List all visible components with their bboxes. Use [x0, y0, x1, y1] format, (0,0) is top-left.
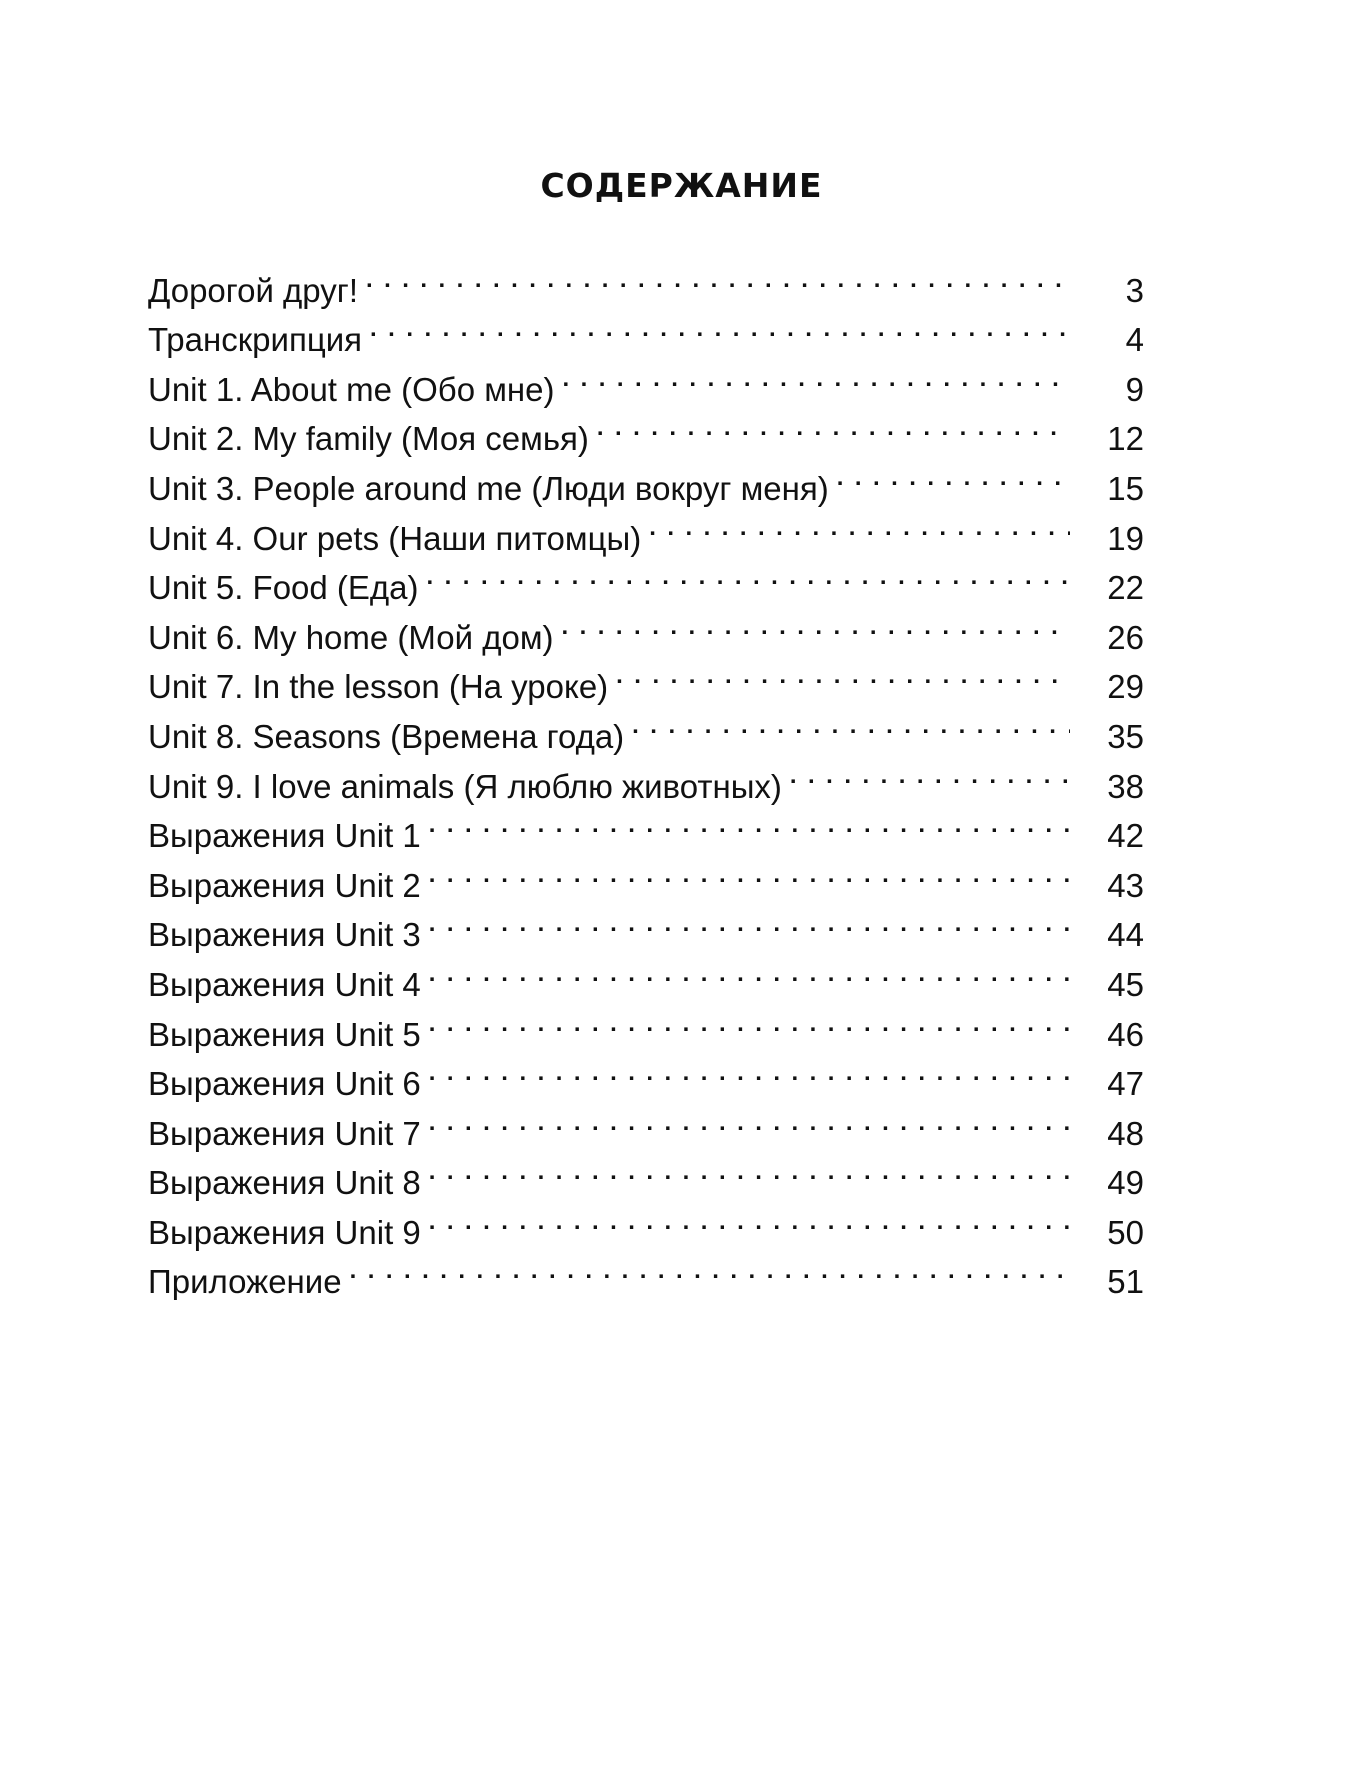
toc-entry-page: 47 — [1107, 1065, 1144, 1103]
toc-entry-page: 45 — [1107, 965, 1144, 1003]
toc-entry-label: Выражения Unit 9 — [148, 1213, 421, 1251]
toc-entry-page: 38 — [1107, 767, 1144, 805]
toc-entry-page: 50 — [1107, 1213, 1144, 1251]
toc-entry-page: 35 — [1107, 717, 1144, 755]
toc-entry-page: 51 — [1107, 1263, 1144, 1301]
toc-entry-label: Дорогой друг! — [148, 271, 358, 309]
toc-dot-leader — [429, 1095, 1070, 1145]
toc-entry-page: 12 — [1107, 420, 1144, 458]
toc-dot-leader — [370, 302, 1070, 352]
toc-dot-leader — [427, 550, 1070, 600]
toc-entry-label: Выражения Unit 2 — [148, 866, 421, 904]
toc-dot-leader — [632, 698, 1070, 748]
toc-entry-label: Выражения Unit 1 — [148, 817, 421, 855]
toc-entry-page: 48 — [1107, 1114, 1144, 1152]
toc-entry-label: Транскрипция — [148, 321, 363, 359]
toc-entry-label: Выражения Unit 4 — [148, 965, 421, 1003]
toc-entry-label: Unit 3. People around me (Люди вокруг меня) — [148, 469, 829, 507]
page-title: СОДЕРЖАНИЕ — [540, 166, 823, 205]
toc-entry-label: Приложение — [148, 1263, 342, 1301]
toc-entry-label: Выражения Unit 3 — [148, 916, 421, 954]
toc-dot-leader — [350, 1244, 1070, 1294]
table-of-contents — [148, 252, 1144, 1301]
toc-entry-label: Выражения Unit 8 — [148, 1164, 421, 1202]
toc-dot-leader — [790, 748, 1070, 798]
toc-entry-page: 15 — [1107, 469, 1144, 507]
toc-entry-page: 19 — [1107, 519, 1144, 557]
toc-dot-leader — [429, 847, 1070, 897]
toc-entry-label: Выражения Unit 5 — [148, 1015, 421, 1053]
toc-dot-leader — [366, 252, 1070, 302]
toc-entry-label: Unit 6. My home (Мой дом) — [148, 618, 554, 656]
toc-entry-label: Unit 5. Food (Еда) — [148, 569, 419, 607]
toc-entry-page: 26 — [1107, 618, 1144, 656]
toc-dot-leader — [429, 996, 1070, 1046]
toc-entry-label: Выражения Unit 7 — [148, 1114, 421, 1152]
toc-entry-label: Выражения Unit 6 — [148, 1065, 421, 1103]
toc-dot-leader — [429, 897, 1070, 947]
toc-dot-leader — [562, 599, 1070, 649]
toc-entry-page: 3 — [1125, 271, 1144, 309]
toc-entry-page: 29 — [1107, 668, 1144, 706]
toc-dot-leader — [649, 500, 1070, 550]
toc-entry-label: Unit 9. I love animals (Я люблю животных) — [148, 767, 782, 805]
toc-entry-label: Unit 1. About me (Обо мне) — [148, 370, 555, 408]
toc-dot-leader — [597, 401, 1070, 451]
toc-entry-label: Unit 2. My family (Моя семья) — [148, 420, 589, 458]
toc-dot-leader — [429, 1046, 1070, 1096]
toc-dot-leader — [562, 351, 1070, 401]
toc-dot-leader — [616, 649, 1070, 699]
toc-entry-page: 46 — [1107, 1015, 1144, 1053]
toc-entry-page: 22 — [1107, 569, 1144, 607]
toc-dot-leader — [429, 946, 1070, 996]
toc-dot-leader — [837, 450, 1070, 500]
toc-entry[interactable] — [148, 252, 1144, 309]
toc-entry-page: 42 — [1107, 817, 1144, 855]
toc-entry-page: 43 — [1107, 866, 1144, 904]
toc-dot-leader — [429, 1194, 1070, 1244]
toc-entry-page: 4 — [1125, 321, 1144, 359]
toc-dot-leader — [429, 798, 1070, 848]
toc-entry-label: Unit 4. Our pets (Наши питомцы) — [148, 519, 642, 557]
toc-entry-label: Unit 8. Seasons (Времена года) — [148, 717, 625, 755]
toc-entry-label: Unit 7. In the lesson (На уроке) — [148, 668, 609, 706]
toc-entry-page: 44 — [1107, 916, 1144, 954]
toc-entry-page: 49 — [1107, 1164, 1144, 1202]
toc-entry-page: 9 — [1125, 370, 1144, 408]
toc-dot-leader — [429, 1145, 1070, 1195]
